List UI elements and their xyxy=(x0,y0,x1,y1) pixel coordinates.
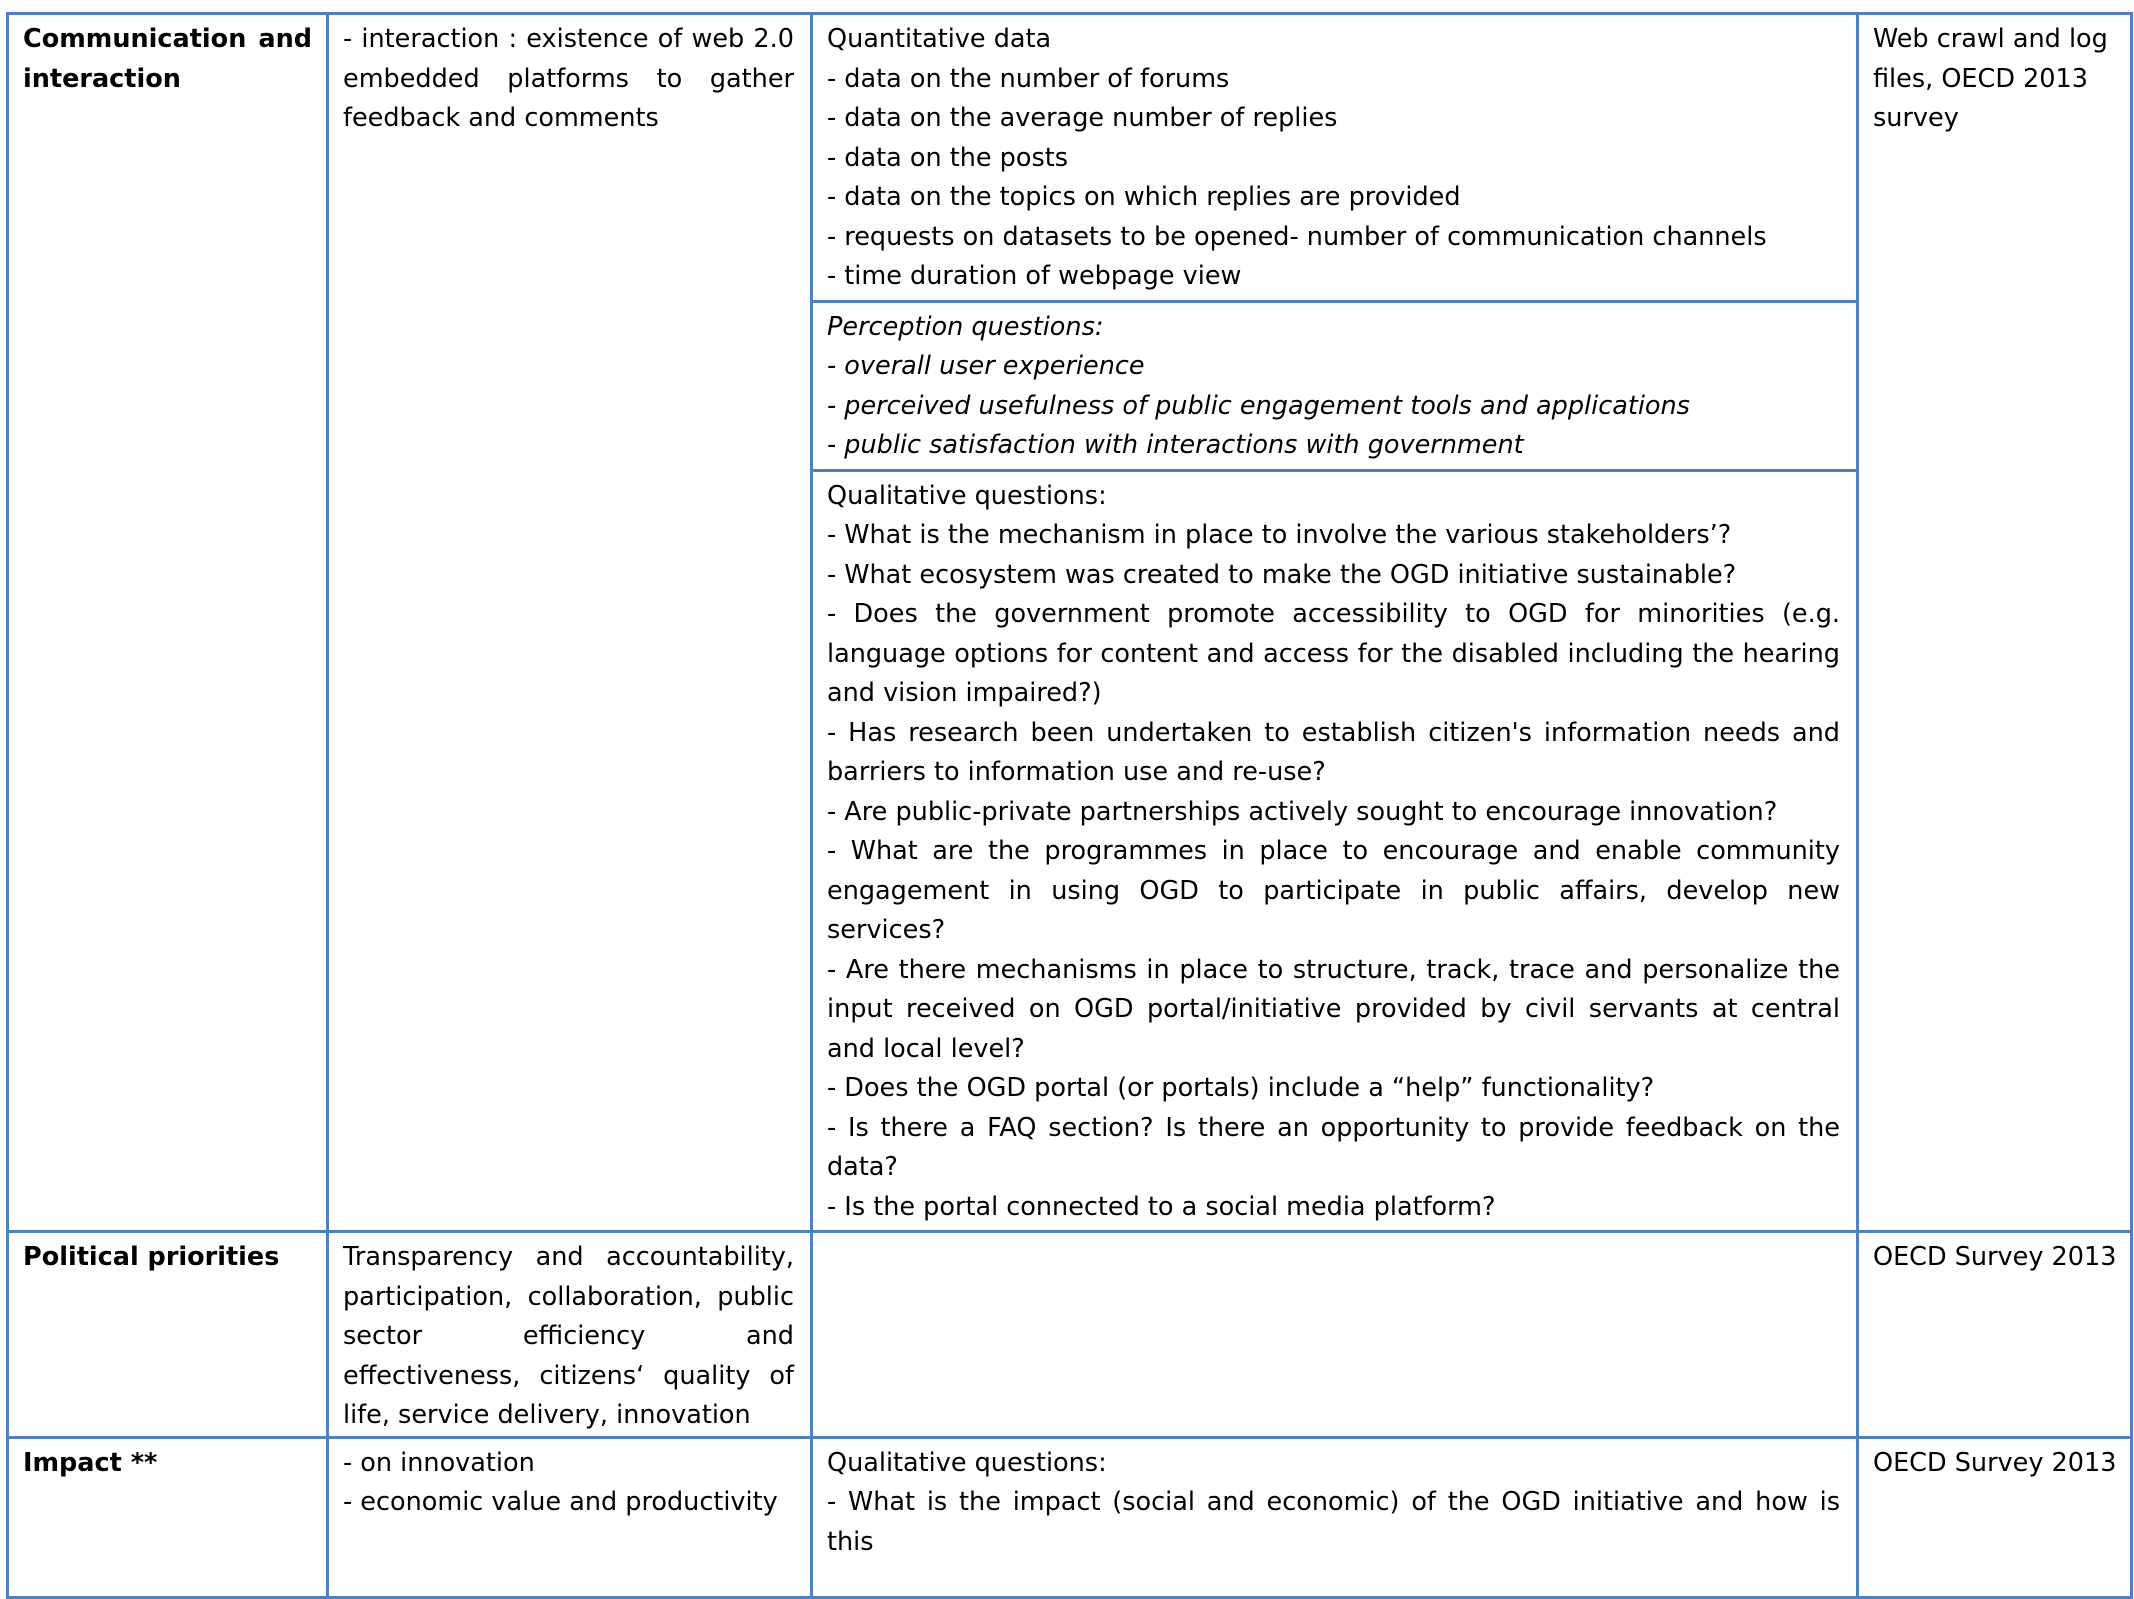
sources-cell xyxy=(1858,14,2132,1232)
definition-cell xyxy=(328,1437,812,1597)
indicators-cell xyxy=(812,1437,1858,1597)
list-item: - Is the portal connected to a social media platform? xyxy=(827,1191,1496,1222)
list-item: - public satisfaction with interactions with government xyxy=(827,430,1524,460)
list-item: - data on the posts xyxy=(827,142,1069,173)
table-row xyxy=(8,1232,2132,1438)
list-item: - What ecosystem was created to make the OGD initiative sustainable? xyxy=(827,559,1737,590)
list-item: - requests on datasets to be opened- number of communication channels xyxy=(827,221,1767,252)
list-item: - What is the mechanism in place to involve the various stakeholders’? xyxy=(827,520,1732,550)
definition-cell xyxy=(328,1232,812,1438)
indicators-cell xyxy=(812,14,1858,1232)
sources-cell xyxy=(1858,1437,2132,1597)
indicators-cell xyxy=(812,1232,1858,1438)
dimension-cell xyxy=(8,14,328,1232)
dimension-cell xyxy=(8,1232,328,1438)
list-item: - Does the government promote accessibility to OGD for minorities (e.g. language options for content and access for the disabled including the hearing and vision impaired?) xyxy=(827,599,1840,708)
qualitative-heading: Qualitative questions: xyxy=(827,480,1107,511)
table-row xyxy=(8,14,2132,1232)
definition-text: - interaction : existence of web 2.0 embedded platforms to gather feedback and comments xyxy=(343,24,794,133)
quantitative-heading: Quantitative data xyxy=(827,24,1052,54)
qualitative-questions-block xyxy=(813,472,1856,1231)
list-item: - Is there a FAQ section? Is there an opportunity to provide feedback on the data? xyxy=(827,1112,1840,1182)
list-item: - What is the impact (social and economic) of the OGD initiative and how is this xyxy=(827,1487,1840,1557)
list-item: - What are the programmes in place to encourage and enable community engagement in using OGD to participate in public affairs, develop new services? xyxy=(827,836,1840,945)
list-item: - overall user experience xyxy=(827,351,1145,381)
list-item: - Does the OGD portal (or portals) include a “help” functionality? xyxy=(827,1073,1655,1103)
definition-cell xyxy=(328,14,812,1232)
dimension-label: Political priorities xyxy=(23,1242,280,1272)
sources-text: OECD Survey 2013 xyxy=(1873,1447,2117,1478)
sources-text: Web crawl and log files, OECD 2013 survey xyxy=(1873,24,2108,133)
list-item: - economic value and productivity xyxy=(343,1487,778,1517)
list-item: - Has research been undertaken to establish citizen's information needs and barriers to information use and re-use? xyxy=(827,717,1840,787)
list-item: - on innovation xyxy=(343,1447,535,1478)
sources-text: OECD Survey 2013 xyxy=(1873,1242,2117,1272)
definition-text: Transparency and accountability, participation, collaboration, public sector efficiency and effectiveness, citizens‘ quality of life, service delivery, innovation xyxy=(343,1242,794,1430)
dimension-cell xyxy=(8,1437,328,1597)
sources-cell xyxy=(1858,1232,2132,1438)
list-item: - Are there mechanisms in place to structure, track, trace and personalize the input received on OGD portal/initiative provided by civil servants at central and local level? xyxy=(827,954,1840,1064)
list-item: - data on the average number of replies xyxy=(827,103,1338,133)
perception-questions-block xyxy=(813,303,1856,472)
list-item: - data on the number of forums xyxy=(827,63,1230,94)
qualitative-heading: Qualitative questions: xyxy=(827,1447,1107,1478)
quantitative-data-block xyxy=(813,15,1856,303)
list-item: - time duration of webpage view xyxy=(827,261,1242,291)
indicator-table xyxy=(6,12,2133,1599)
dimension-label: Impact ** xyxy=(23,1447,158,1478)
table-row xyxy=(8,1437,2132,1597)
dimension-label: Communication and interaction xyxy=(23,24,312,94)
list-item: - Are public-private partnerships actively sought to encourage innovation? xyxy=(827,796,1778,827)
perception-heading: Perception questions: xyxy=(827,311,1104,342)
list-item: - perceived usefulness of public engagement tools and applications xyxy=(827,390,1690,421)
list-item: - data on the topics on which replies are provided xyxy=(827,182,1461,212)
